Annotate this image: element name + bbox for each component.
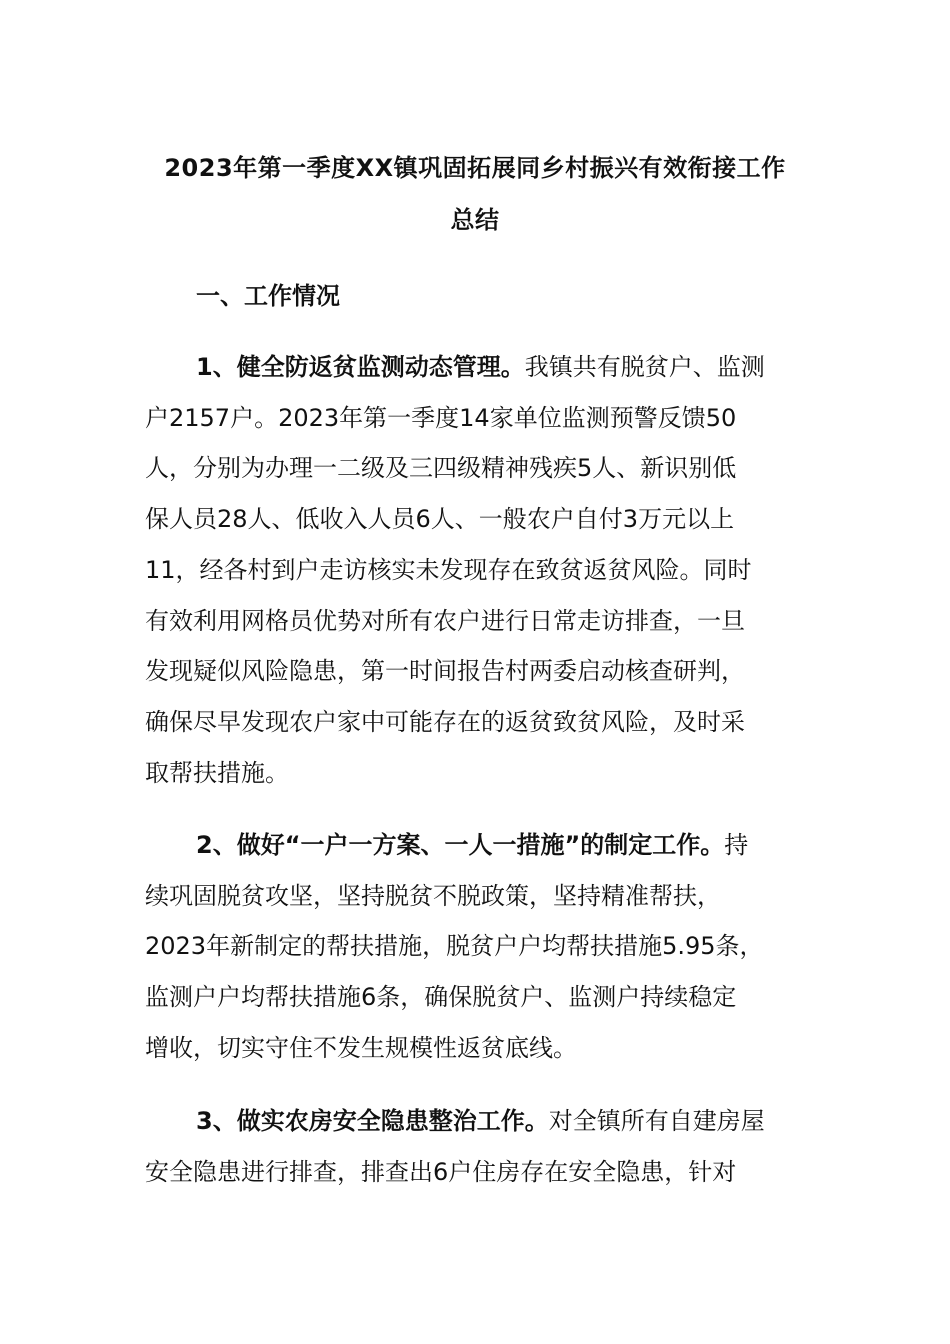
paragraph-housing-safety <box>145 1096 817 1197</box>
paragraph-line: 取帮扶措施。 <box>145 758 289 787</box>
document-title <box>135 142 815 246</box>
paragraph-line: 户2157户。2023年第一季度14家单位监测预警反馈50 <box>145 403 737 432</box>
paragraph-line: 2023年新制定的帮扶措施，脱贫户户均帮扶措施5.95条， <box>145 932 764 961</box>
paragraph-line: 有效利用网格员优势对所有农户进行日常走访排查，一旦 <box>145 606 745 635</box>
paragraph-household-plans <box>145 820 817 1074</box>
paragraph-lead: 2、做好“一户一方案、一人一措施”的制定工作。 <box>196 831 725 859</box>
paragraph-line: 保人员28人、低收入人员6人、一般农户自付3万元以上 <box>145 505 735 534</box>
paragraph-lead: 3、做实农房安全隐患整治工作。 <box>196 1107 549 1135</box>
paragraph-line: 增收，切实守住不发生规模性返贫底线。 <box>145 1033 577 1062</box>
paragraph-line: 安全隐患进行排查，排查出6户住房存在安全隐患，针对 <box>145 1157 737 1186</box>
paragraph-first-line <box>145 820 817 871</box>
section-heading-work-status: 一、工作情况 <box>196 282 340 310</box>
paragraph-line: 续巩固脱贫攻坚，坚持脱贫不脱政策，坚持精准帮扶， <box>145 881 721 910</box>
paragraph-line: 确保尽早发现农户家中可能存在的返贫致贫风险，及时采 <box>145 707 745 736</box>
title-line-2: 总结 <box>450 206 500 234</box>
paragraph-line: 我镇共有脱贫户、监测 <box>524 353 765 381</box>
paragraph-first-line <box>145 1096 817 1147</box>
paragraph-monitoring <box>145 342 817 798</box>
paragraph-line: 持 <box>724 831 749 859</box>
paragraph-line: 11，经各村到户走访核实未发现存在致贫返贫风险。同时 <box>145 555 752 584</box>
paragraph-line: 对全镇所有自建房屋 <box>548 1107 765 1135</box>
paragraph-lead: 1、健全防返贫监测动态管理。 <box>196 353 525 381</box>
paragraph-first-line <box>145 342 817 393</box>
paragraph-line: 监测户户均帮扶措施6条，确保脱贫户、监测户持续稳定 <box>145 983 737 1012</box>
title-line-1: 2023年第一季度XX镇巩固拓展同乡村振兴有效衔接工作 <box>164 154 786 182</box>
paragraph-line: 发现疑似风险隐患，第一时间报告村两委启动核查研判， <box>145 657 745 686</box>
paragraph-line: 人，分别为办理一二级及三四级精神残疾5人、新识别低 <box>145 454 737 483</box>
